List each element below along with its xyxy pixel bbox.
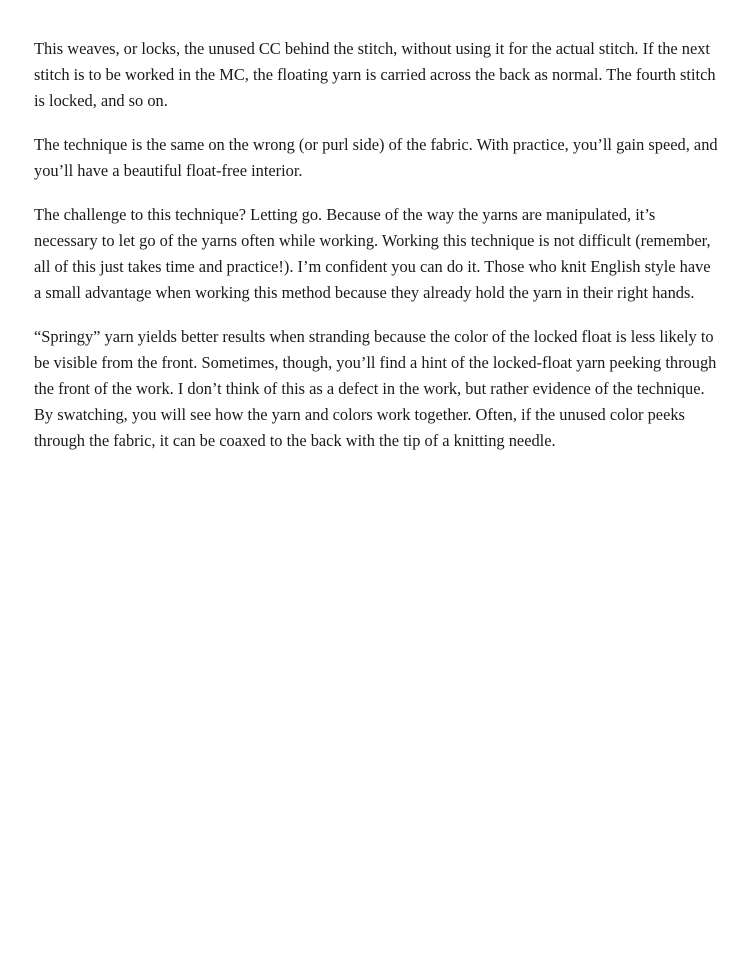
document-page — [34, 36, 718, 472]
paragraph-letting-go: The challenge to this technique? Letting go. Because of the way the yarns are manipulated, it’s necessary to let go of the yarns often while working. Working this technique is not difficult (remember, all of this just takes time and practice!). I’m confident you can do it. Those who knit English style have a small advantage when working this method because they already hold the yarn in their right hands. — [34, 205, 711, 302]
paragraph-locking-float: This weaves, or locks, the unused CC behind the stitch, without using it for the actual stitch. If the next stitch is to be worked in the MC, the floating yarn is carried across the back as normal. The fourth stitch is locked, and so on. — [34, 39, 716, 110]
paragraph-wrong-side: The technique is the same on the wrong (or purl side) of the fabric. With practice, you’ll gain speed, and you’ll have a beautiful float-free interior. — [34, 135, 718, 180]
paragraph-springy-yarn: “Springy” yarn yields better results when stranding because the color of the locked float is less likely to be visible from the front. Sometimes, though, you’ll find a hint of the locked-float yarn peeking through the front of the work. I don’t think of this as a defect in the work, but rather evidence of the technique. By swatching, you will see how the yarn and colors work together. Often, if the unused color peeks through the fabric, it can be coaxed to the back with the tip of a knitting needle. — [34, 327, 717, 450]
